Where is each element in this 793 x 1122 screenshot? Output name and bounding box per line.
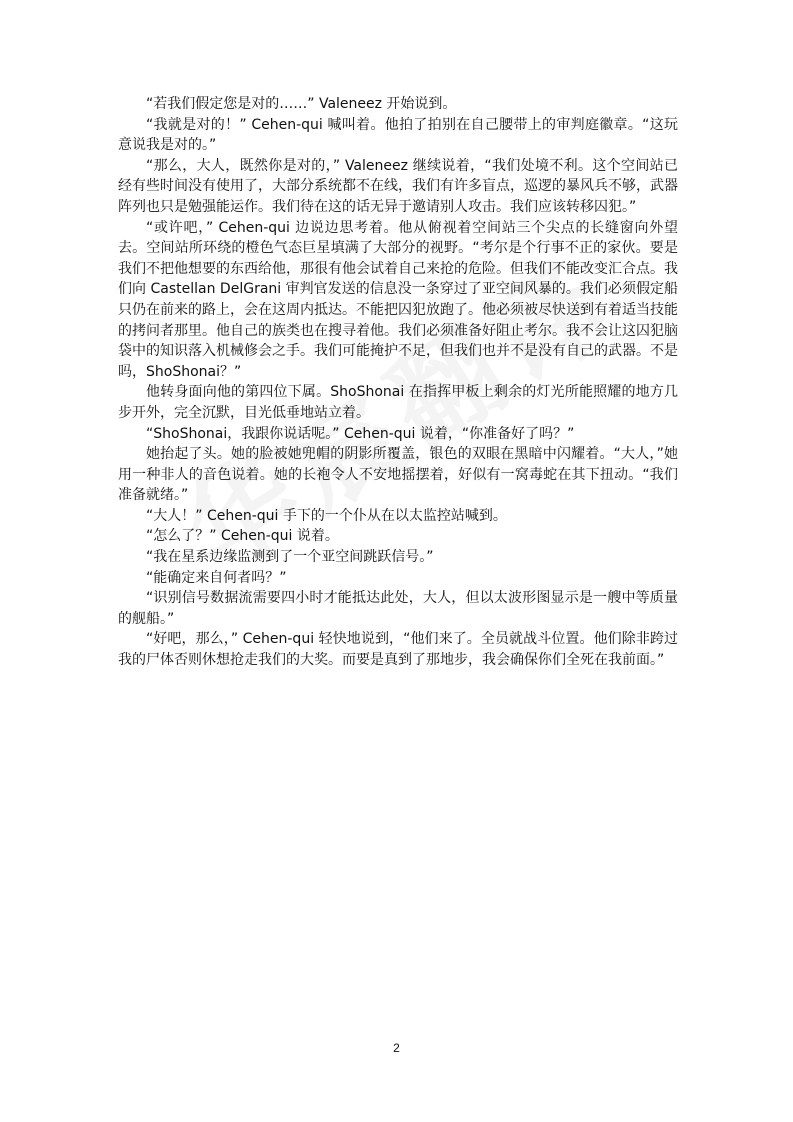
paragraph: “大人！” Cehen-qui 手下的一个仆从在以太监控站喊到。: [146, 507, 507, 524]
paragraph: “那么，大人，既然你是对的，” Valeneez 继续说着，“我们处境不利。这个空间站已经有些时间没有使用了，大部分系统都不在线，我们有许多盲点，巡逻的暴风兵不够，武器阵列也只是勉强能运作。我们待在这的话无异于邀请别人攻击。我们应该转移囚犯。”: [118, 157, 678, 215]
paragraph: “识别信号数据流需要四小时才能抵达此处，大人，但以太波形图显示是一艘中等质量的舰船。”: [118, 590, 678, 627]
paragraph: “怎么了？” Cehen-qui 说着。: [146, 528, 339, 545]
paragraph: “好吧，那么，” Cehen-qui 轻快地说到，“他们来了。全员就战斗位置。他们除非跨过我的尸体否则休想抢走我们的大奖。而要是真到了那地步，我会确保你们全死在我前面。”: [118, 631, 678, 669]
paragraph: “ShoShonai，我跟你说话呢。” Cehen-qui 说着，“你准备好了吗？”: [146, 425, 575, 442]
page-number: 2: [393, 1041, 400, 1055]
paragraph: “我在星系边缘监测到了一个亚空间跳跃信号。”: [146, 549, 434, 566]
body-text: [118, 94, 678, 671]
paragraph: “能确定来自何者吗？”: [146, 569, 287, 586]
paragraph: 他转身面向他的第四位下属。ShoShonai 在指挥甲板上剩余的灯光所能照耀的地方几步开外，完全沉默，目光低垂地站立着。: [118, 384, 678, 421]
paragraph: “我就是对的！” Cehen-qui 喊叫着。他拍了拍别在自己腰带上的审判庭徽章。“这玩意说我是对的。”: [118, 116, 678, 154]
paragraph: 她抬起了头。她的脸被她兜帽的阴影所覆盖，银色的双眼在黑暗中闪耀着。“大人，”她用一种非人的音色说着。她的长袍令人不安地摇摆着，好似有一窝毒蛇在其下扭动。“我们准备就绪。”: [118, 446, 678, 504]
paragraph: “若我们假定您是对的……” Valeneez 开始说到。: [146, 96, 457, 112]
paragraph: “或许吧，” Cehen-qui 边说边思考着。他从俯视着空间站三个尖点的长缝窗向外望去。空间站所环绕的橙色气态巨星填满了大部分的视野。“考尔是个行事不正的家伙。要是我们不把他想要的东西给他，那很有他会试着自己来抢的危险。但我们不能改变汇合点。我们向 Castellan DelGrani 审判官发送的信息没一条穿过了亚空间风暴的。我们必须假定船只仍在前来的路上，会在这周内抵达。不能把囚犯放跑了。他必须被尽快送到有着适当技能的拷问者那里。他自己的族类也在搜寻着他。我们必须准备好阻止考尔。我不会让这囚犯脑袋中的知识落入机械修会之手。我们可能掩护不足，但我们也并不是没有自己的武器。不是吗，ShoShonai？”: [118, 219, 678, 380]
